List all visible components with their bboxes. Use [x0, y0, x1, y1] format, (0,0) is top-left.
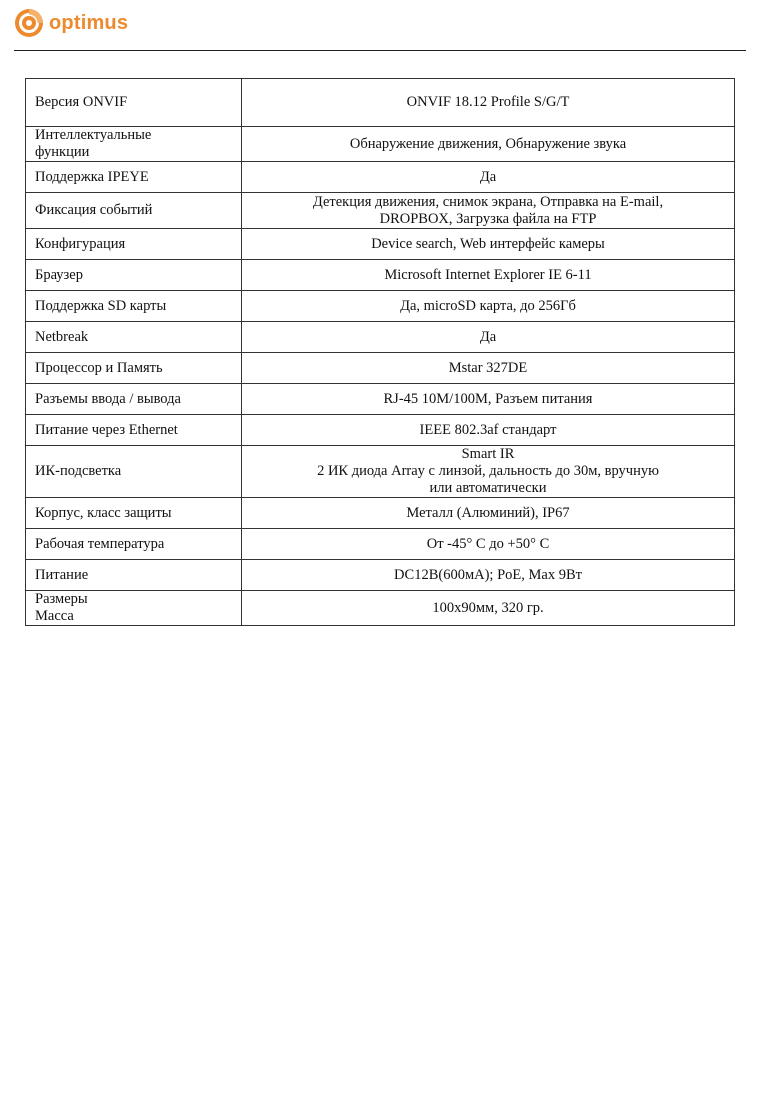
spec-label — [26, 193, 242, 229]
spec-label — [26, 529, 242, 560]
spec-label-line: Браузер — [35, 266, 83, 283]
specs-table — [25, 78, 735, 626]
spec-label-line: функции — [35, 144, 90, 160]
spec-row — [26, 127, 735, 162]
spec-value-line: 100x90мм, 320 гр. — [432, 599, 544, 616]
spec-label-line: Рабочая температура — [35, 535, 165, 552]
spec-row — [26, 384, 735, 415]
brand-logo — [14, 8, 128, 38]
spec-label — [26, 127, 242, 162]
spec-label-line: Разъемы ввода / вывода — [35, 390, 181, 407]
spec-value-line: Да — [479, 328, 497, 345]
spec-row — [26, 260, 735, 291]
spec-value — [242, 193, 735, 229]
spec-row — [26, 193, 735, 229]
spec-label-line: Версия ONVIF — [35, 94, 128, 110]
spec-value — [242, 79, 735, 127]
spec-label — [26, 79, 242, 127]
spec-value — [242, 162, 735, 193]
spec-value — [242, 127, 735, 162]
spec-value-line: 2 ИК диода Array с линзой, дальность до 30м, вручную — [317, 463, 659, 479]
spec-value — [242, 529, 735, 560]
spec-value — [242, 498, 735, 529]
spec-label — [26, 560, 242, 591]
spec-label-line: Процессор и Память — [35, 359, 163, 376]
spec-label-line: Конфигурация — [35, 235, 126, 252]
spec-value — [242, 229, 735, 260]
spec-label — [26, 353, 242, 384]
spec-label — [26, 291, 242, 322]
spec-value-line: Да — [479, 168, 497, 185]
spec-value-line: или автоматически — [429, 480, 547, 496]
spec-value-line: DROPBOX, Загрузка файла на FTP — [379, 210, 597, 227]
spec-value-line: Device search, Web интерфейс камеры — [371, 235, 605, 252]
spec-row — [26, 79, 735, 127]
spec-value-line: Mstar 327DE — [448, 359, 528, 376]
spec-label-line: Питание — [35, 566, 89, 583]
spec-value-line: IEEE 802.3af стандарт — [419, 421, 557, 438]
spec-value-line: ONVIF 18.12 Profile S/G/T — [406, 94, 570, 110]
spec-label — [26, 415, 242, 446]
spec-label — [26, 446, 242, 498]
spec-label-line: Netbreak — [35, 328, 89, 345]
optimus-logo-icon — [14, 8, 44, 38]
spec-value — [242, 415, 735, 446]
spec-label — [26, 260, 242, 291]
spec-label — [26, 591, 242, 626]
spec-value — [242, 353, 735, 384]
spec-label — [26, 229, 242, 260]
spec-value-line: Обнаружение движения, Обнаружение звука — [349, 135, 627, 152]
header-divider — [14, 50, 746, 51]
spec-label — [26, 384, 242, 415]
spec-value-line: RJ-45 10M/100M, Разъем питания — [383, 390, 593, 407]
spec-row — [26, 353, 735, 384]
spec-value — [242, 446, 735, 498]
spec-label-line: Поддержка IPEYE — [35, 168, 149, 185]
spec-row — [26, 322, 735, 353]
spec-row — [26, 446, 735, 498]
spec-label-line: Питание через Ethernet — [35, 421, 178, 438]
spec-value-line: Металл (Алюминий), IP67 — [406, 504, 570, 521]
spec-row — [26, 291, 735, 322]
spec-value — [242, 322, 735, 353]
spec-row — [26, 591, 735, 626]
spec-row — [26, 162, 735, 193]
spec-label-line: Поддержка SD карты — [35, 297, 167, 314]
spec-value-line: Microsoft Internet Explorer IE 6-11 — [384, 266, 592, 283]
spec-value — [242, 560, 735, 591]
spec-row — [26, 560, 735, 591]
spec-label-line: Корпус, класс защиты — [35, 504, 172, 521]
spec-value — [242, 384, 735, 415]
spec-label-line: Фиксация событий — [35, 202, 153, 218]
spec-row — [26, 229, 735, 260]
spec-value-line: От -45° С до +50° С — [426, 535, 550, 552]
spec-label — [26, 498, 242, 529]
spec-row — [26, 498, 735, 529]
spec-label — [26, 162, 242, 193]
spec-label-line: Интеллектуальные — [35, 127, 152, 143]
spec-label-line: ИК-подсветка — [35, 463, 122, 479]
brand-name: optimus — [49, 11, 129, 34]
spec-value — [242, 260, 735, 291]
spec-value — [242, 591, 735, 626]
spec-row — [26, 415, 735, 446]
spec-value-line: Smart IR — [461, 446, 515, 462]
spec-value — [242, 291, 735, 322]
spec-value-line: Детекция движения, снимок экрана, Отправка на E-mail, — [312, 193, 664, 210]
spec-label-line: Размеры — [35, 591, 88, 607]
spec-value-line: Да, microSD карта, до 256Гб — [400, 297, 576, 314]
spec-label — [26, 322, 242, 353]
spec-label-line: Масса — [35, 608, 74, 624]
spec-value-line: DC12В(600мА); PoE, Max 9Вт — [394, 566, 582, 583]
spec-row — [26, 529, 735, 560]
